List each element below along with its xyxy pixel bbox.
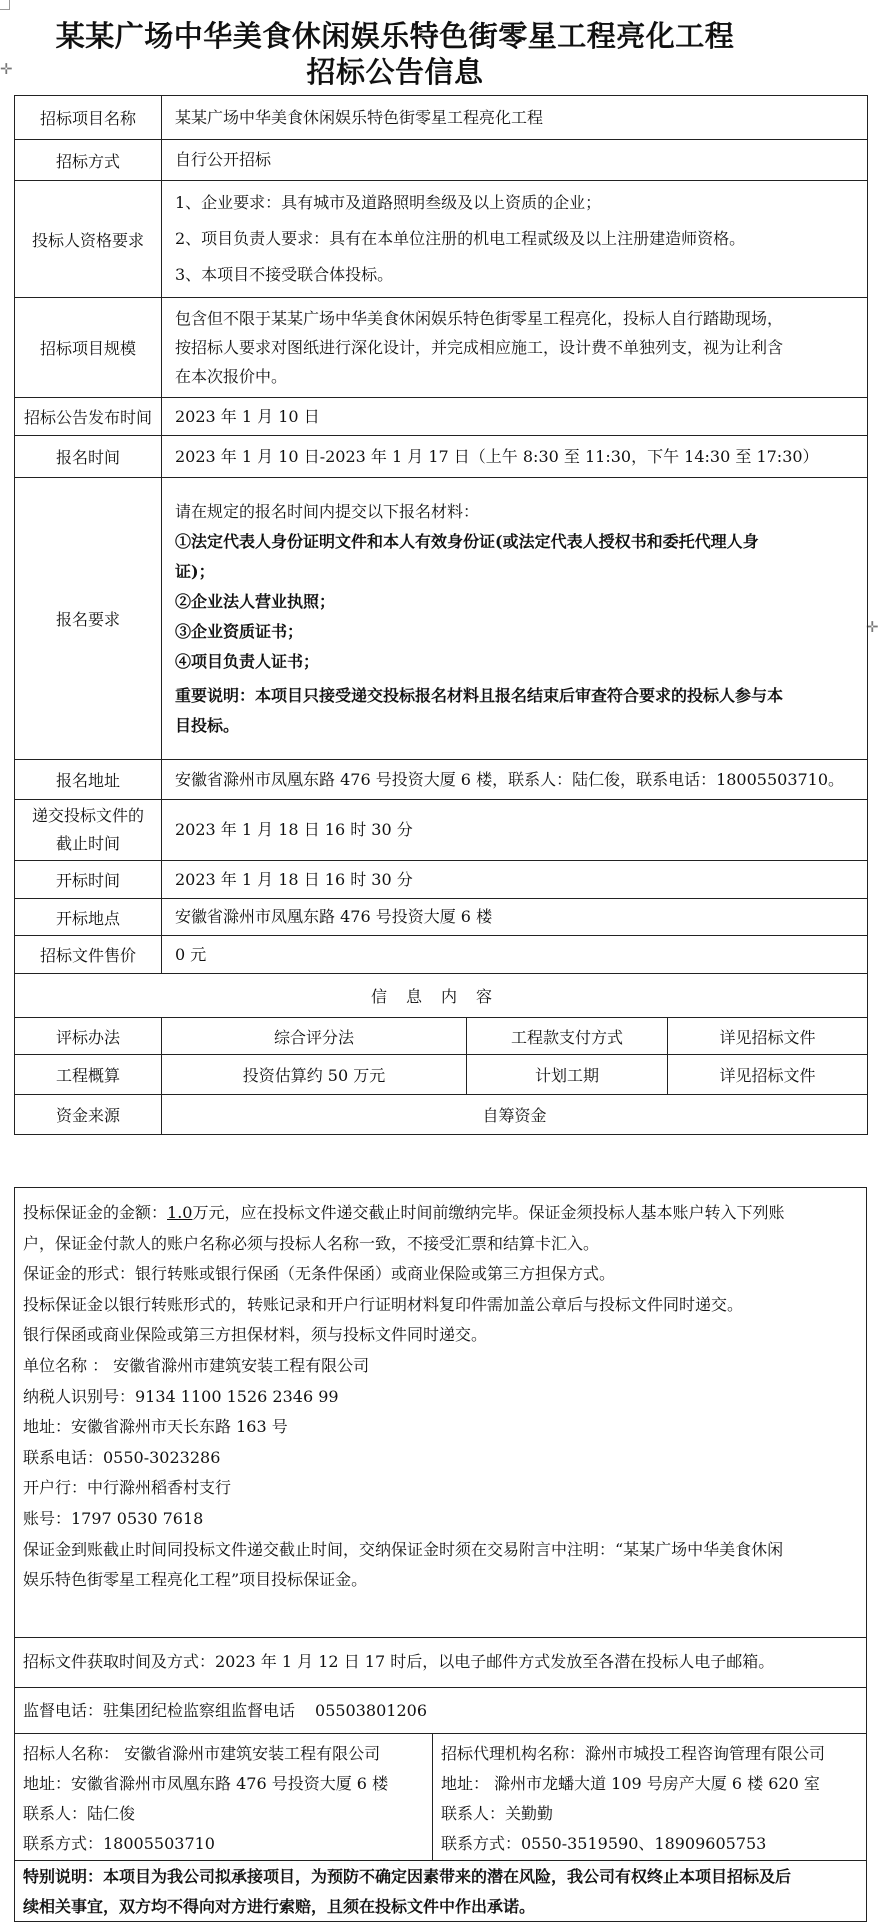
table-move-handle-icon[interactable]: ✛ xyxy=(0,60,13,78)
pay-label: 工程款支付方式 xyxy=(467,1018,668,1055)
signup-req-item: ②企业法人营业执照； xyxy=(175,591,336,611)
table-row xyxy=(15,436,868,478)
deposit-line: 娱乐特色街零星工程亮化工程”项目投标保证金。 xyxy=(23,1570,368,1590)
deposit-line: 账号：1797 0530 7618 xyxy=(23,1508,204,1528)
deadline-value: 2023 年 1 月 18 日 16 时 30 分 xyxy=(162,800,868,861)
supervise-label: 监督电话：驻集团纪检监察组监督电话 xyxy=(23,1701,296,1720)
table-row xyxy=(15,974,868,1018)
deposit-box xyxy=(14,1187,867,1922)
signup-req-note: 重要说明：本项目只接受递交投标报名材料且报名结束后审查符合要求的投标人参与本 xyxy=(175,685,784,705)
tenderer-address: 地址：安徽省滁州市凤凰东路 476 号投资大厦 6 楼 xyxy=(23,1774,389,1793)
project-name-label: 招标项目名称 xyxy=(15,96,162,140)
scale-line: 包含但不限于某某广场中华美食休闲娱乐特色街零星工程亮化，投标人自行踏勘现场， xyxy=(175,309,784,328)
agency-address: 地址： 滁州市龙蟠大道 109 号房产大厦 6 楼 620 室 xyxy=(441,1774,820,1793)
eval-value: 综合评分法 xyxy=(162,1018,467,1055)
deposit-line: 户，保证金付款人的账户名称必须与投标人名称一致，不接受汇票和结算卡汇入。 xyxy=(23,1233,600,1253)
open-time-value: 2023 年 1 月 18 日 16 时 30 分 xyxy=(162,861,868,899)
table-row xyxy=(15,1095,868,1135)
deposit-line xyxy=(23,1198,858,1229)
agency-info xyxy=(433,1734,866,1860)
deposit-section xyxy=(15,1188,866,1638)
fund-label: 资金来源 xyxy=(15,1095,162,1135)
open-place-value: 安徽省滁州市凤凰东路 476 号投资大厦 6 楼 xyxy=(162,899,868,936)
signup-time-value: 2023 年 1 月 10 日-2023 年 1 月 17 日（上午 8:30 至 11:30，下午 14:30 至 17:30） xyxy=(162,436,868,478)
table-row xyxy=(15,1055,868,1095)
scale-label: 招标项目规模 xyxy=(15,298,162,398)
deposit-line: 保证金的形式：银行转账或银行保函（无条件保函）或商业保险或第三方担保方式。 xyxy=(23,1264,616,1284)
page-title: 某某广场中华美食休闲娱乐特色街零星工程亮化工程 xyxy=(55,19,735,53)
deposit-amount-label: 投标保证金的金额： xyxy=(23,1203,168,1222)
tenderer-name: 招标人名称： 安徽省滁州市建筑安装工程有限公司 xyxy=(23,1744,381,1763)
signup-req-item: ③企业资质证书； xyxy=(175,621,304,641)
scale-line: 在本次报价中。 xyxy=(175,367,288,386)
signup-req-label: 报名要求 xyxy=(15,478,162,760)
deadline-label xyxy=(15,800,162,861)
tenderer-info xyxy=(15,1734,433,1860)
signup-req-note: 目投标。 xyxy=(175,715,240,735)
method-label: 招标方式 xyxy=(15,140,162,181)
table-row xyxy=(15,398,868,436)
table-row xyxy=(15,478,868,760)
supervise-section xyxy=(15,1688,866,1734)
pay-value: 详见招标文件 xyxy=(668,1018,868,1055)
open-time-label: 开标时间 xyxy=(15,861,162,899)
project-name-value: 某某广场中华美食休闲娱乐特色街零星工程亮化工程 xyxy=(162,96,868,140)
scale-value xyxy=(162,298,868,398)
special-note-line: 特别说明：本项目为我公司拟承接项目，为预防不确定因素带来的潜在风险，我公司有权终止本项目招标及后 xyxy=(23,1867,792,1886)
table-row xyxy=(15,936,868,974)
method-value: 自行公开招标 xyxy=(162,140,868,181)
signup-req-item: ①法定代表人身份证明文件和本人有效身份证(或法定代表人授权书和委托代理人身 xyxy=(175,531,759,551)
page-subtitle: 招标公告信息 xyxy=(306,55,484,89)
table-row xyxy=(15,96,868,140)
price-value: 0 元 xyxy=(162,936,868,974)
signup-req-item: ④项目负责人证书； xyxy=(175,651,320,671)
deadline-label-line: 递交投标文件的 xyxy=(31,806,144,825)
period-label: 计划工期 xyxy=(467,1055,668,1095)
signup-req-item: 证)； xyxy=(175,561,215,581)
supervise-text xyxy=(23,1688,858,1734)
deposit-line: 单位名称 ： 安徽省滁州市建筑安装工程有限公司 xyxy=(23,1355,370,1375)
deposit-line: 银行保函或商业保险或第三方担保材料，须与投标文件同时递交。 xyxy=(23,1325,488,1345)
obtain-section xyxy=(15,1638,866,1688)
table-move-handle-icon-right[interactable]: ✛ xyxy=(866,618,879,636)
open-place-label: 开标地点 xyxy=(15,899,162,936)
signup-req-intro: 请在规定的报名时间内提交以下报名材料： xyxy=(175,501,480,521)
obtain-text: 招标文件获取时间及方式：2023 年 1 月 12 日 17 时后，以电子邮件方式发放至各潜在投标人电子邮箱。 xyxy=(23,1652,775,1671)
publish-time-value: 2023 年 1 月 10 日 xyxy=(162,398,868,436)
qualification-line: 1、企业要求：具有城市及道路照明叁级及以上资质的企业； xyxy=(175,193,602,212)
table-row xyxy=(15,298,868,398)
price-label: 招标文件售价 xyxy=(15,936,162,974)
period-value: 详见招标文件 xyxy=(668,1055,868,1095)
qualification-value xyxy=(162,181,868,298)
table-row xyxy=(15,861,868,899)
qualification-line: 3、本项目不接受联合体投标。 xyxy=(175,265,394,284)
address-label: 报名地址 xyxy=(15,760,162,800)
signup-req-value xyxy=(162,478,868,760)
signup-time-label: 报名时间 xyxy=(15,436,162,478)
tenderer-phone: 联系方式：18005503710 xyxy=(23,1834,215,1853)
special-note-line: 续相关事宜，双方均不得向对方进行索赔，且须在投标文件中作出承诺。 xyxy=(23,1897,536,1916)
table-row xyxy=(15,181,868,298)
agency-phone: 联系方式：0550-3519590、18909605753 xyxy=(441,1834,767,1853)
publish-time-label: 招标公告发布时间 xyxy=(15,398,162,436)
table-row xyxy=(15,899,868,936)
tenderer-contact: 联系人：陆仁俊 xyxy=(23,1804,136,1823)
deposit-amount-text: 万元，应在投标文件递交截止时间前缴纳完毕。保证金须投标人基本账户转入下列账 xyxy=(192,1203,785,1222)
deposit-line: 开户行：中行滁州稻香村支行 xyxy=(23,1478,232,1498)
table-row xyxy=(15,800,868,861)
address-value: 安徽省滁州市凤凰东路 476 号投资大厦 6 楼，联系人：陆仁俊，联系电话：18005503710。 xyxy=(162,760,868,800)
parties-section xyxy=(15,1734,866,1861)
deposit-line: 地址：安徽省滁州市天长东路 163 号 xyxy=(23,1417,288,1437)
deposit-amount: 1.0 xyxy=(167,1203,193,1222)
special-note-section xyxy=(15,1860,866,1921)
table-row xyxy=(15,140,868,181)
eval-label: 评标办法 xyxy=(15,1018,162,1055)
budget-label: 工程概算 xyxy=(15,1055,162,1095)
deposit-line: 投标保证金以银行转账形式的，转账记录和开户行证明材料复印件需加盖公章后与投标文件同时递交。 xyxy=(23,1294,744,1314)
deadline-label-line: 截止时间 xyxy=(55,834,120,853)
table-row xyxy=(15,760,868,800)
table-row xyxy=(15,1018,868,1055)
tender-info-table xyxy=(14,95,868,1135)
deposit-line: 纳税人识别号：9134 1100 1526 2346 99 xyxy=(23,1386,339,1406)
fund-value: 自筹资金 xyxy=(162,1095,868,1135)
agency-contact: 联系人：关勤勤 xyxy=(441,1804,554,1823)
deposit-line: 联系电话：0550-3023286 xyxy=(23,1447,221,1467)
agency-name: 招标代理机构名称：滁州市城投工程咨询管理有限公司 xyxy=(441,1744,826,1763)
page-corner-mark xyxy=(0,0,10,10)
scale-line: 按招标人要求对图纸进行深化设计，并完成相应施工，设计费不单独列支，视为让利含 xyxy=(175,338,784,357)
budget-value: 投资估算约 50 万元 xyxy=(162,1055,467,1095)
deposit-line: 保证金到账截止时间同投标文件递交截止时间，交纳保证金时须在交易附言中注明：“某某广场中华美食休闲 xyxy=(23,1539,784,1559)
info-header: 信息内容 xyxy=(15,974,868,1018)
qualification-line: 2、项目负责人要求：具有在本单位注册的机电工程贰级及以上注册建造师资格。 xyxy=(175,229,746,248)
qualification-label: 投标人资格要求 xyxy=(15,181,162,298)
supervise-phone: 05503801206 xyxy=(315,1701,427,1720)
